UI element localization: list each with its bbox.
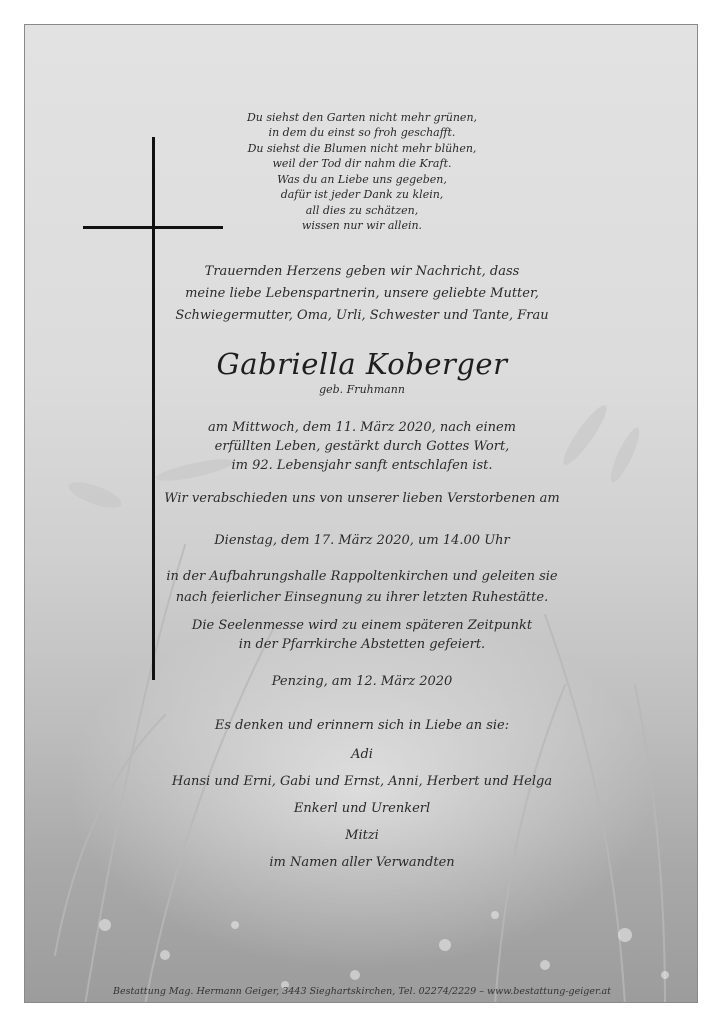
intro-line: Schwiegermutter, Oma, Urli, Schwester und Tante, Frau xyxy=(175,308,549,323)
poem-line: Was du an Liebe uns gegeben, xyxy=(277,173,447,186)
death-notice-line: am Mittwoch, dem 11. März 2020, nach einem xyxy=(207,420,517,435)
intro-line: Trauernden Herzens geben wir Nachricht, dass xyxy=(204,264,520,279)
farewell-date: Dienstag, dem 17. März 2020, um 14.00 Uhr xyxy=(214,533,510,548)
place-date: Penzing, am 12. März 2020 xyxy=(271,674,453,689)
deceased-name: Gabriella Koberger xyxy=(216,347,508,381)
mourner-line: im Namen aller Verwandten xyxy=(269,855,455,870)
death-notice-line: erfüllten Leben, gestärkt durch Gottes Wort, xyxy=(214,439,510,454)
mourner-line: Enkerl und Urenkerl xyxy=(293,801,431,816)
farewell-place-line: nach feierlicher Einsegnung zu ihrer letzten Ruhestätte. xyxy=(175,590,549,605)
mourner-line: Adi xyxy=(351,747,373,762)
funeral-home-footer: Bestattung Mag. Hermann Geiger, 3443 Sieghartskirchen, Tel. 02274/2229 – www.bestattung-geiger.at xyxy=(113,986,611,997)
poem-line: all dies zu schätzen, xyxy=(305,204,419,217)
poem-line: wissen nur wir allein. xyxy=(301,219,423,232)
farewell-place-line: in der Aufbahrungshalle Rappoltenkirchen und geleiten sie xyxy=(166,569,558,584)
death-notice-line: im 92. Lebensjahr sanft entschlafen ist. xyxy=(231,458,493,473)
intro-line: meine liebe Lebenspartnerin, unsere geliebte Mutter, xyxy=(185,286,539,301)
poem-line: dafür ist jeder Dank zu klein, xyxy=(280,188,444,201)
birth-name: geb. Fruhmann xyxy=(319,383,405,396)
poem-line: weil der Tod dir nahm die Kraft. xyxy=(272,157,452,170)
mourner-line: Mitzi xyxy=(345,828,379,843)
obituary-sheet xyxy=(24,24,698,1003)
mourners-intro: Es denken und erinnern sich in Liebe an sie: xyxy=(214,718,510,733)
mourner-line: Hansi und Erni, Gabi und Ernst, Anni, Herbert und Helga xyxy=(171,774,553,789)
mass-line: in der Pfarrkirche Abstetten gefeiert. xyxy=(238,637,486,652)
farewell-intro: Wir verabschieden uns von unserer lieben Verstorbenen am xyxy=(164,491,560,506)
poem-line: Du siehst die Blumen nicht mehr blühen, xyxy=(247,142,477,155)
poem-line: in dem du einst so froh geschafft. xyxy=(268,126,456,139)
poem-line: Du siehst den Garten nicht mehr grünen, xyxy=(246,111,478,124)
mass-line: Die Seelenmesse wird zu einem späteren Zeitpunkt xyxy=(191,618,533,633)
